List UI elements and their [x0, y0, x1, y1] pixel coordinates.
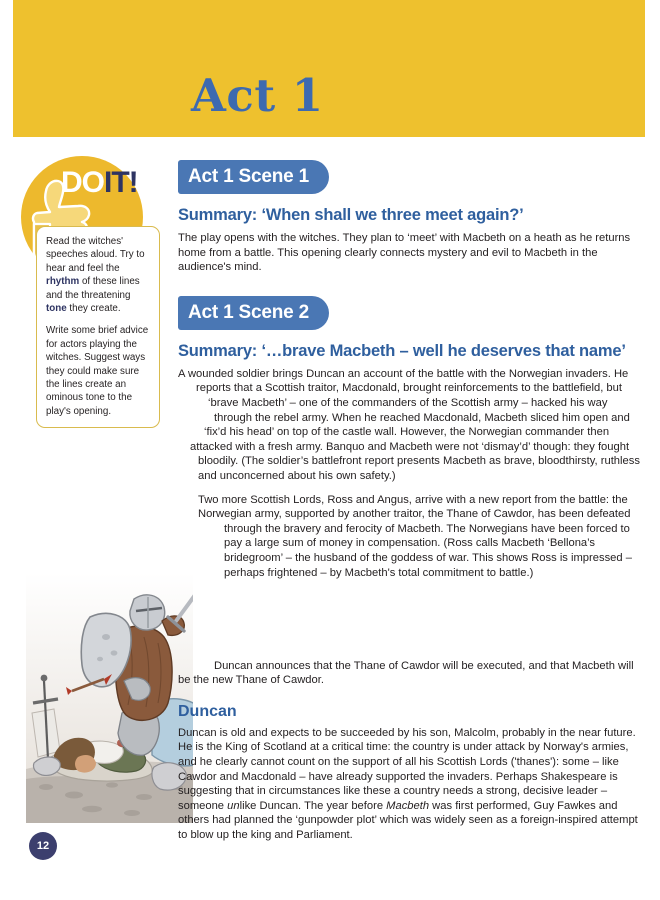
wrap-shape [178, 644, 218, 659]
wrap-shape [178, 381, 196, 396]
do-it-label-do: DO [61, 166, 104, 199]
page-number-badge: 12 [29, 832, 57, 860]
scene2-paragraph-2: Two more Scottish Lords, Ross and Angus, arrive with a new report from the battle: the Norwegian army, supported by another traitor, the Thane of Cawdor, has been defeated through the bravery and ferocity of Macbeth. The Norwegians have been forced to pay a large sum of money in compensation. (Ross calls Macbeth ‘Bellona’s bridegroom’ – the husband of the goddess of war. This shows Ross is impressed – perhaps frightened – by Macbeth's total commitment to battle.) [198, 493, 632, 579]
do-it-callout-box [36, 226, 160, 428]
do-it-label-it: IT! [104, 166, 138, 199]
wrap-shape [178, 425, 204, 440]
wrap-shape [178, 513, 190, 528]
wrap-shape [178, 542, 224, 557]
wrap-shape [178, 557, 224, 572]
wrap-shape [178, 454, 184, 469]
wrap-shape [178, 629, 224, 644]
main-content-column [178, 160, 645, 843]
summary-heading-scene1: Summary: ‘When shall we three meet again?’ [178, 206, 524, 224]
wrap-shape [178, 571, 218, 586]
duncan-text-b: like Duncan. The year before [239, 799, 387, 812]
scene2-paragraph-1: A wounded soldier brings Duncan an account of the battle with the Norwegian invaders. He reports that a Scottish traitor, Macdonald, brought reinforcements to the battlefield, but ‘brave Macbeth’ – one of the commanders of the Scottish army – hacked his way through the rebel army. When he reached Macdonald, Macbeth sliced him open and ‘fix’d his head’ on top of the castle wall. However, the Norwegian commander then attacked with a fresh army. Banquo and Macbeth were not ‘dismay’d’ though: they fought bloodily. (The soldier’s battlefront report presents Macbeth as brave, bloodthirsty, ruthless and unconcerned about his own safety.) [178, 367, 640, 482]
wrapped-text-block [178, 367, 645, 580]
duncan-paragraph [178, 726, 645, 843]
scene-badge-act1-scene2[interactable]: Act 1 Scene 2 [178, 296, 329, 330]
page-title: Act 1 [191, 69, 324, 122]
do-it-task-2: Write some brief advice for actors playing the witches. Suggest ways they could make sure the lines create an ominous tone to the play's opening. [46, 325, 149, 417]
character-heading-duncan: Duncan [178, 702, 237, 720]
summary-heading-scene2: Summary: ‘…brave Macbeth – well he deserves that name’ [178, 341, 626, 360]
wrap-shape [178, 484, 184, 499]
duncan-italic-un: un [227, 799, 240, 812]
wrap-shape [178, 411, 214, 426]
do-it-task-1-part-b: of these lines and the threatening [46, 276, 140, 301]
act-header-band [13, 0, 645, 137]
scene-badge-act1-scene1[interactable]: Act 1 Scene 1 [178, 160, 329, 194]
duncan-italic-macbeth: Macbeth [386, 799, 430, 812]
do-it-keyword-tone: tone [46, 303, 67, 315]
wrap-shape [178, 396, 208, 411]
duncan-text-c: was first performed, Guy Fawkes and others had planned the ‘gunpowder plot’ which was widely seen as a foreign-inspired attempt to blow up the king and Parliament. [178, 799, 638, 841]
wrap-shape [178, 498, 198, 513]
summary-body-scene1: The play opens with the witches. They plan to ‘meet’ with Macbeth on a heath as he returns home from a battle. This opening clearly connects mystery and evil to Macbeth in the audience's mind. [178, 232, 631, 274]
wrap-shape [178, 527, 224, 542]
do-it-task-1-part-a: Read the witches' speeches aloud. Try to hear and feel the [46, 236, 145, 274]
do-it-keyword-rhythm: rhythm [46, 276, 80, 288]
do-it-task-1 [46, 235, 150, 315]
wrap-shape [178, 440, 190, 455]
duncan-text-a: Duncan is old and expects to be succeeded by his son, Malcolm, probably in the near future. He is the King of Scotland at a critical time: the country is under attack by Norway's armies, and he clearly cannot count on the support of all his Scottish Lords ('thanes'): some – like Cawdor and Macdonald – have already supported the invaders. Perhaps Shakespeare is suggesting that in circumstances like these a country needs a strong, decisive leader – someone [178, 726, 636, 812]
scene2-paragraph-3: Duncan announces that the Thane of Cawdor will be executed, and that Macbeth will be the new Thane of Cawdor. [178, 659, 634, 687]
wrap-shape [178, 586, 224, 601]
wrap-shape [178, 615, 224, 630]
battle-scene-illustration [26, 573, 193, 823]
wrap-shape [178, 600, 218, 615]
do-it-label [61, 168, 138, 198]
do-it-task-1-part-c: they create. [66, 303, 121, 315]
